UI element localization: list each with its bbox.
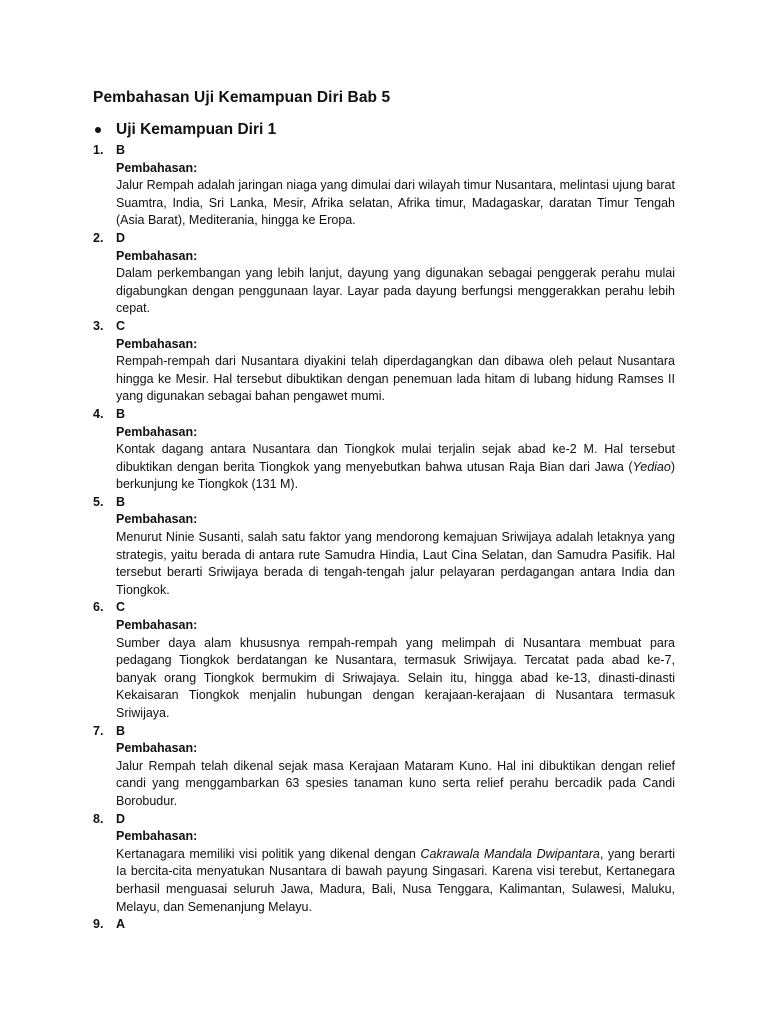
answer-item: [93, 406, 675, 494]
answer-item: [93, 142, 675, 230]
discussion-label: Pembahasan:: [116, 618, 198, 633]
text-run: ) berkunjung ke Tiongkok (131 M).: [116, 459, 675, 492]
discussion-label: Pembahasan:: [116, 248, 198, 263]
item-number: 6.: [93, 600, 104, 615]
item-answer: B: [116, 494, 126, 509]
text-run: Jalur Rempah adalah jaringan niaga yang dimulai dari wilayah timur Nusantara, melintasi ujung barat Suamtra, India, Sri Lanka, Mesir, Afrika selatan, Afrika timur, Madagaskar, daratan Timur Tengah (Asia Barat), Mediterania, hingga ke Eropa.: [116, 178, 675, 228]
item-number: 3.: [93, 318, 104, 333]
discussion-text: [116, 758, 675, 811]
item-answer: D: [116, 230, 126, 245]
item-number: 5.: [93, 494, 104, 509]
item-number: 1.: [93, 143, 104, 157]
item-number: 4.: [93, 406, 104, 421]
discussion-label: Pembahasan:: [116, 424, 198, 439]
item-number: 2.: [93, 230, 104, 245]
discussion-label: Pembahasan:: [116, 160, 198, 175]
italic-term: Cakrawala Mandala Dwipantara: [420, 846, 600, 861]
answer-item: [93, 723, 675, 811]
discussion-text: [116, 441, 675, 494]
text-run: Menurut Ninie Susanti, salah satu faktor yang mendorong kemajuan Sriwijaya adalah letaknya yang strategis, yaitu berada di antara rute Samudra Hindia, Laut Cina Selatan, dan Samudra Pasifik. Hal tersebut berarti Sriwijaya berada di tengah-tengah jalur pelayaran perdagangan antara India dan Tiongkok.: [116, 530, 675, 597]
discussion-text: [116, 635, 675, 723]
discussion-text: [116, 846, 675, 916]
item-answer: B: [116, 406, 126, 421]
section-heading-label: Uji Kemampuan Diri 1: [116, 121, 277, 138]
text-run: Rempah-rempah dari Nusantara diyakini telah diperdagangkan dan dibawa oleh pelaut Nusantara hingga ke Mesir. Hal tersebut dibuktikan dengan penemuan lada hitam di lubang hidung Ramses II yang digunakan sebagai bahan pengawet mumi.: [116, 354, 675, 404]
answer-item: [93, 811, 675, 917]
item-answer: D: [116, 811, 126, 826]
item-number: 7.: [93, 723, 104, 738]
answer-item: [93, 599, 675, 722]
answer-item: [93, 494, 675, 600]
discussion-label: Pembahasan:: [116, 512, 198, 527]
item-number: 8.: [93, 811, 104, 826]
item-answer: C: [116, 318, 126, 333]
answer-list: [93, 142, 675, 934]
discussion-text: [116, 177, 675, 230]
discussion-label: Pembahasan:: [116, 741, 198, 756]
item-answer: B: [116, 143, 126, 157]
section-heading: [93, 121, 276, 139]
text-run: , yang berarti Ia bercita-cita menyatukan Nusantara di bawah payung Singasari. Karena visi terebut, Kertanegara berhasil menguasai seluruh Jawa, Madura, Bali, Nusa Tenggara, Kalimantan, Sulawesi, Maluku, Melayu, dan Semenanjung Melayu.: [116, 846, 675, 914]
item-answer: B: [116, 723, 126, 738]
discussion-text: [116, 353, 675, 406]
bullet-icon: [95, 127, 101, 133]
discussion-text: [116, 529, 675, 599]
text-run: Kertanagara memiliki visi politik yang dikenal dengan: [116, 846, 421, 861]
item-number: 9.: [93, 917, 104, 932]
item-answer: C: [116, 600, 126, 615]
item-answer: A: [116, 917, 126, 932]
answer-item: [93, 916, 675, 934]
discussion-label: Pembahasan:: [116, 829, 198, 844]
text-run: Dalam perkembangan yang lebih lanjut, dayung yang digunakan sebagai penggerak perahu mulai digabungkan dengan penggunaan layar. Layar pada dayung berfungsi menggerakkan perahu lebih cepat.: [116, 266, 675, 316]
text-run: Jalur Rempah telah dikenal sejak masa Kerajaan Mataram Kuno. Hal ini dibuktikan dengan relief candi yang menggambarkan 63 spesies tanaman kuno serta relief perahu bercadik pada Candi Borobudur.: [116, 758, 675, 808]
text-run: Sumber daya alam khususnya rempah-rempah yang melimpah di Nusantara membuat para pedagang Tiongkok berdatangan ke Nusantara, termasuk Sriwijaya. Tercatat pada abad ke-7, banyak orang Tiongkok bermukim di Sriwajaya. Selain itu, hingga abad ke-13, dinasti-dinasti Kekaisaran Tiongkok menjalin hubungan dengan kerajaan-kerajaan di Nusantara termasuk Sriwijaya.: [116, 635, 675, 720]
discussion-text: [116, 265, 675, 318]
document-title: Pembahasan Uji Kemampuan Diri Bab 5: [93, 89, 391, 106]
italic-term: Yediao: [632, 459, 671, 474]
text-run: Kontak dagang antara Nusantara dan Tiongkok mulai terjalin sejak abad ke-2 M. Hal tersebut dibuktikan dengan berita Tiongkok yang menyebutkan bahwa utusan Raja Bian dari Jawa (: [116, 442, 675, 474]
answer-item: [93, 230, 675, 318]
answer-item: [93, 318, 675, 406]
discussion-label: Pembahasan:: [116, 336, 198, 351]
